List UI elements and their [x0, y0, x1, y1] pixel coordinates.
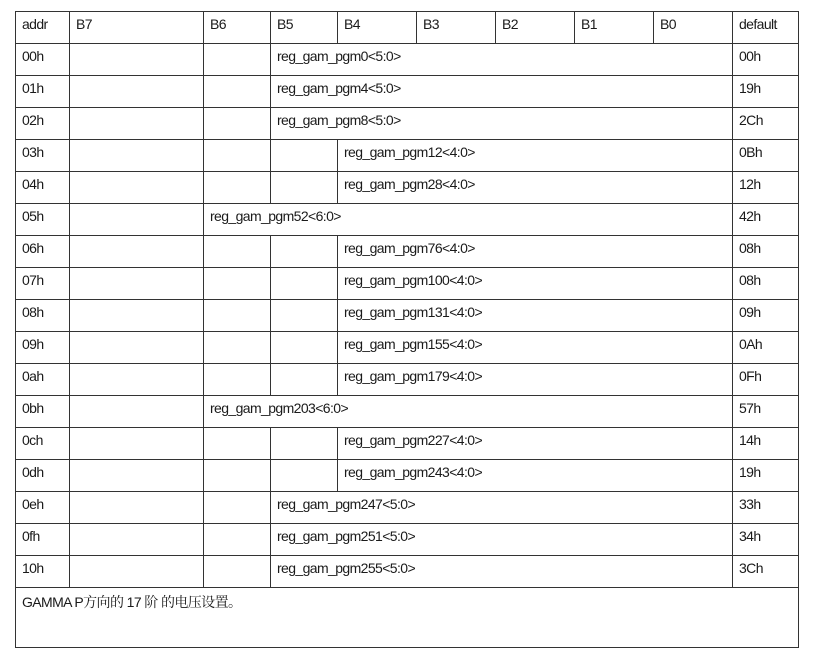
- empty-cell: [70, 236, 204, 268]
- register-table: [15, 11, 799, 648]
- description-note: GAMMA P方向的 17 阶 的电压设置。: [16, 588, 799, 648]
- addr-cell: 0ch: [16, 428, 70, 460]
- table-row: [16, 332, 799, 364]
- empty-cell: [271, 460, 338, 492]
- addr-cell: 0eh: [16, 492, 70, 524]
- header-row: [16, 12, 799, 44]
- empty-cell: [271, 268, 338, 300]
- default-cell: 19h: [733, 460, 799, 492]
- empty-cell: [271, 364, 338, 396]
- empty-cell: [70, 172, 204, 204]
- empty-cell: [204, 460, 271, 492]
- default-cell: 33h: [733, 492, 799, 524]
- header-addr: addr: [16, 12, 70, 44]
- register-field: reg_gam_pgm52<6:0>: [204, 204, 733, 236]
- default-cell: 0Ah: [733, 332, 799, 364]
- empty-cell: [70, 300, 204, 332]
- table-row: [16, 108, 799, 140]
- empty-cell: [70, 44, 204, 76]
- register-field: reg_gam_pgm8<5:0>: [271, 108, 733, 140]
- default-cell: 14h: [733, 428, 799, 460]
- addr-cell: 07h: [16, 268, 70, 300]
- table-row: [16, 140, 799, 172]
- addr-cell: 08h: [16, 300, 70, 332]
- register-field: reg_gam_pgm227<4:0>: [338, 428, 733, 460]
- register-field: reg_gam_pgm179<4:0>: [338, 364, 733, 396]
- addr-cell: 06h: [16, 236, 70, 268]
- empty-cell: [70, 364, 204, 396]
- addr-cell: 0ah: [16, 364, 70, 396]
- default-cell: 0Fh: [733, 364, 799, 396]
- default-cell: 08h: [733, 268, 799, 300]
- header-b6: B6: [204, 12, 271, 44]
- empty-cell: [204, 524, 271, 556]
- register-field: reg_gam_pgm100<4:0>: [338, 268, 733, 300]
- empty-cell: [70, 396, 204, 428]
- empty-cell: [204, 172, 271, 204]
- default-cell: 34h: [733, 524, 799, 556]
- register-field: reg_gam_pgm4<5:0>: [271, 76, 733, 108]
- table-row: [16, 76, 799, 108]
- empty-cell: [204, 76, 271, 108]
- table-row: [16, 556, 799, 588]
- note-row: [16, 588, 799, 648]
- empty-cell: [204, 236, 271, 268]
- register-field: reg_gam_pgm203<6:0>: [204, 396, 733, 428]
- empty-cell: [70, 204, 204, 236]
- empty-cell: [204, 428, 271, 460]
- table-row: [16, 236, 799, 268]
- table-row: [16, 364, 799, 396]
- empty-cell: [70, 556, 204, 588]
- register-field: reg_gam_pgm155<4:0>: [338, 332, 733, 364]
- default-cell: 0Bh: [733, 140, 799, 172]
- addr-cell: 10h: [16, 556, 70, 588]
- empty-cell: [204, 492, 271, 524]
- default-cell: 19h: [733, 76, 799, 108]
- empty-cell: [204, 300, 271, 332]
- default-cell: 2Ch: [733, 108, 799, 140]
- default-cell: 09h: [733, 300, 799, 332]
- empty-cell: [271, 428, 338, 460]
- table-row: [16, 204, 799, 236]
- register-field: reg_gam_pgm251<5:0>: [271, 524, 733, 556]
- empty-cell: [70, 140, 204, 172]
- header-b5: B5: [271, 12, 338, 44]
- empty-cell: [271, 172, 338, 204]
- empty-cell: [70, 428, 204, 460]
- empty-cell: [271, 300, 338, 332]
- default-cell: 42h: [733, 204, 799, 236]
- register-field: reg_gam_pgm131<4:0>: [338, 300, 733, 332]
- empty-cell: [70, 268, 204, 300]
- empty-cell: [204, 108, 271, 140]
- empty-cell: [204, 364, 271, 396]
- empty-cell: [204, 268, 271, 300]
- table-row: [16, 428, 799, 460]
- empty-cell: [70, 524, 204, 556]
- table-row: [16, 44, 799, 76]
- header-b0: B0: [654, 12, 733, 44]
- table-row: [16, 268, 799, 300]
- addr-cell: 03h: [16, 140, 70, 172]
- register-field: reg_gam_pgm243<4:0>: [338, 460, 733, 492]
- header-b4: B4: [338, 12, 417, 44]
- default-cell: 57h: [733, 396, 799, 428]
- header-b1: B1: [575, 12, 654, 44]
- default-cell: 3Ch: [733, 556, 799, 588]
- register-field: reg_gam_pgm12<4:0>: [338, 140, 733, 172]
- addr-cell: 00h: [16, 44, 70, 76]
- empty-cell: [204, 556, 271, 588]
- empty-cell: [204, 44, 271, 76]
- addr-cell: 04h: [16, 172, 70, 204]
- default-cell: 12h: [733, 172, 799, 204]
- register-field: reg_gam_pgm76<4:0>: [338, 236, 733, 268]
- addr-cell: 0dh: [16, 460, 70, 492]
- empty-cell: [70, 108, 204, 140]
- table-row: [16, 492, 799, 524]
- header-b2: B2: [496, 12, 575, 44]
- empty-cell: [204, 332, 271, 364]
- empty-cell: [70, 460, 204, 492]
- table-row: [16, 172, 799, 204]
- empty-cell: [271, 236, 338, 268]
- default-cell: 08h: [733, 236, 799, 268]
- table-row: [16, 300, 799, 332]
- addr-cell: 0fh: [16, 524, 70, 556]
- empty-cell: [271, 140, 338, 172]
- table-row: [16, 460, 799, 492]
- header-b3: B3: [417, 12, 496, 44]
- addr-cell: 02h: [16, 108, 70, 140]
- empty-cell: [70, 76, 204, 108]
- addr-cell: 0bh: [16, 396, 70, 428]
- addr-cell: 05h: [16, 204, 70, 236]
- header-b7: B7: [70, 12, 204, 44]
- register-field: reg_gam_pgm247<5:0>: [271, 492, 733, 524]
- addr-cell: 09h: [16, 332, 70, 364]
- register-field: reg_gam_pgm255<5:0>: [271, 556, 733, 588]
- empty-cell: [204, 140, 271, 172]
- addr-cell: 01h: [16, 76, 70, 108]
- empty-cell: [271, 332, 338, 364]
- default-cell: 00h: [733, 44, 799, 76]
- register-field: reg_gam_pgm28<4:0>: [338, 172, 733, 204]
- table-row: [16, 396, 799, 428]
- empty-cell: [70, 492, 204, 524]
- header-default: default: [733, 12, 799, 44]
- register-field: reg_gam_pgm0<5:0>: [271, 44, 733, 76]
- empty-cell: [70, 332, 204, 364]
- table-row: [16, 524, 799, 556]
